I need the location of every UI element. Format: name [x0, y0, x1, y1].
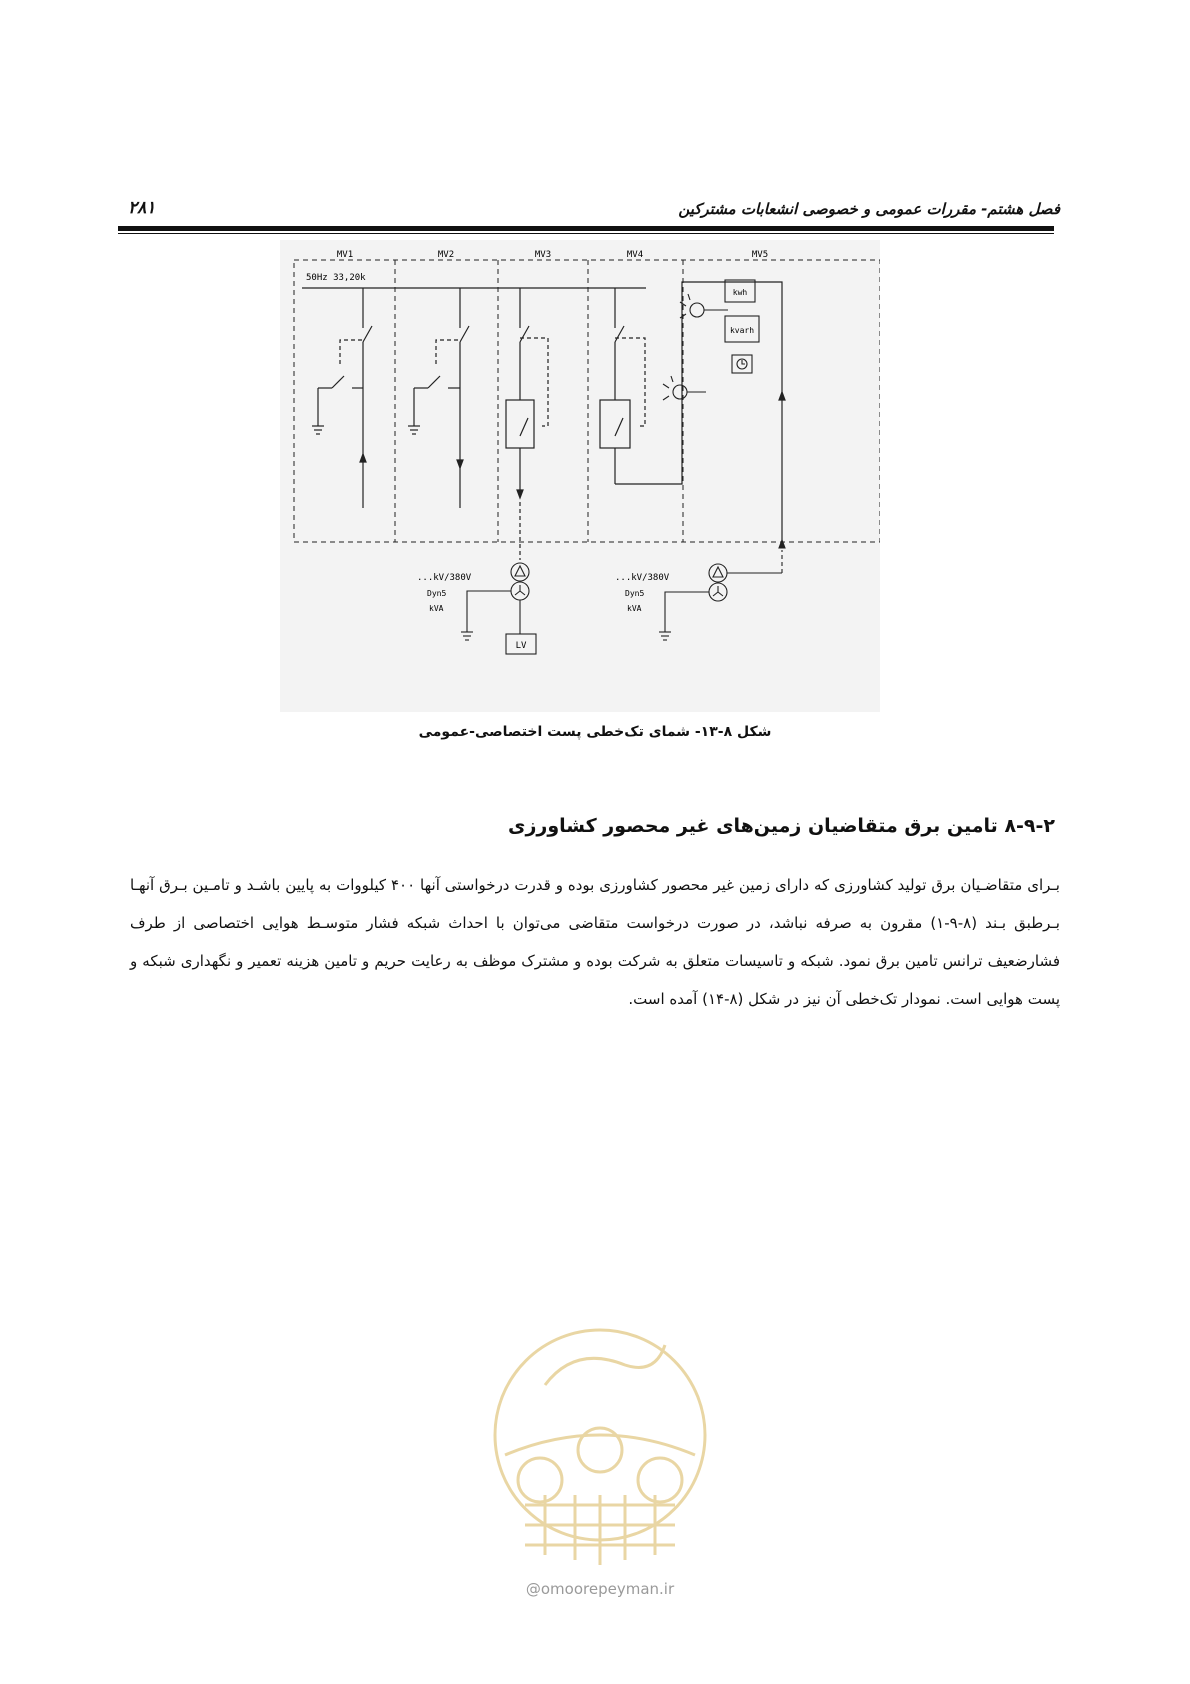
panel-label-mv2: MV2	[437, 250, 455, 260]
left-xfmr-vector-group: Dyn5	[427, 589, 447, 598]
watermark-logo	[485, 1305, 715, 1605]
section-heading: ۸-۹-۲ تامین برق متقاضیان زمین‌های غیر محصور کشاورزی	[508, 815, 1055, 837]
panel-label-mv4: MV4	[626, 250, 644, 260]
right-xfmr-rating: ...kV/380V	[615, 573, 670, 583]
meter-kvarh: kvarh	[729, 326, 755, 335]
left-xfmr-rating: ...kV/380V	[417, 573, 472, 583]
header-rule-thin	[118, 233, 1054, 234]
diagram-background	[280, 240, 880, 712]
single-line-diagram	[280, 240, 880, 712]
right-xfmr-vector-group: Dyn5	[625, 589, 645, 598]
figure-caption: شکل ۸-۱۳- شمای تک‌خطی پست اختصاصی-عمومی	[418, 724, 772, 740]
panel-label-mv3: MV3	[534, 250, 552, 260]
right-xfmr-power: kVA	[627, 604, 642, 613]
body-paragraph: بـرای متقاضـیان برق تولید کشاورزی که دارای زمین غیر محصور کشاورزی بوده و قدرت درخواستی آنها ۴۰۰ کیلووات به پایین باشـد و تامـین بـرق آنهـا بـرطبق بـند (۸-۹-۱) مقرون به صرفه نباشد، در صورت درخواست متقاضی می‌توان با احداث شبکه فشار متوسـط هوایی اختصاصی از طرف فشارضعیف ترانس تامین برق نمود. شبکه و تاسیسات متعلق به شرکت بوده و مشترک موظف به رعایت حریم و تامین هزینه تعمیر و نگهداری شبکه و پست هوایی است. نمودار تک‌خطی آن نیز در شکل (۸-۱۴) آمده است.	[130, 876, 1060, 1008]
panel-label-mv1: MV1	[336, 250, 354, 260]
watermark-url: @omoorepeyman.ir	[525, 1580, 675, 1598]
meter-kwh: kwh	[732, 288, 748, 297]
page-number: ۲۸۱	[128, 198, 156, 218]
left-xfmr-power: kVA	[429, 604, 444, 613]
chapter-title: فصل هشتم- مقررات عمومی و خصوصی انشعابات مشترکین	[678, 200, 1060, 218]
lv-load-label: LV	[515, 641, 527, 651]
panel-label-mv5: MV5	[751, 250, 769, 260]
header-rule-thick	[118, 226, 1054, 231]
busbar-label: 50Hz 33,20k	[306, 273, 366, 283]
